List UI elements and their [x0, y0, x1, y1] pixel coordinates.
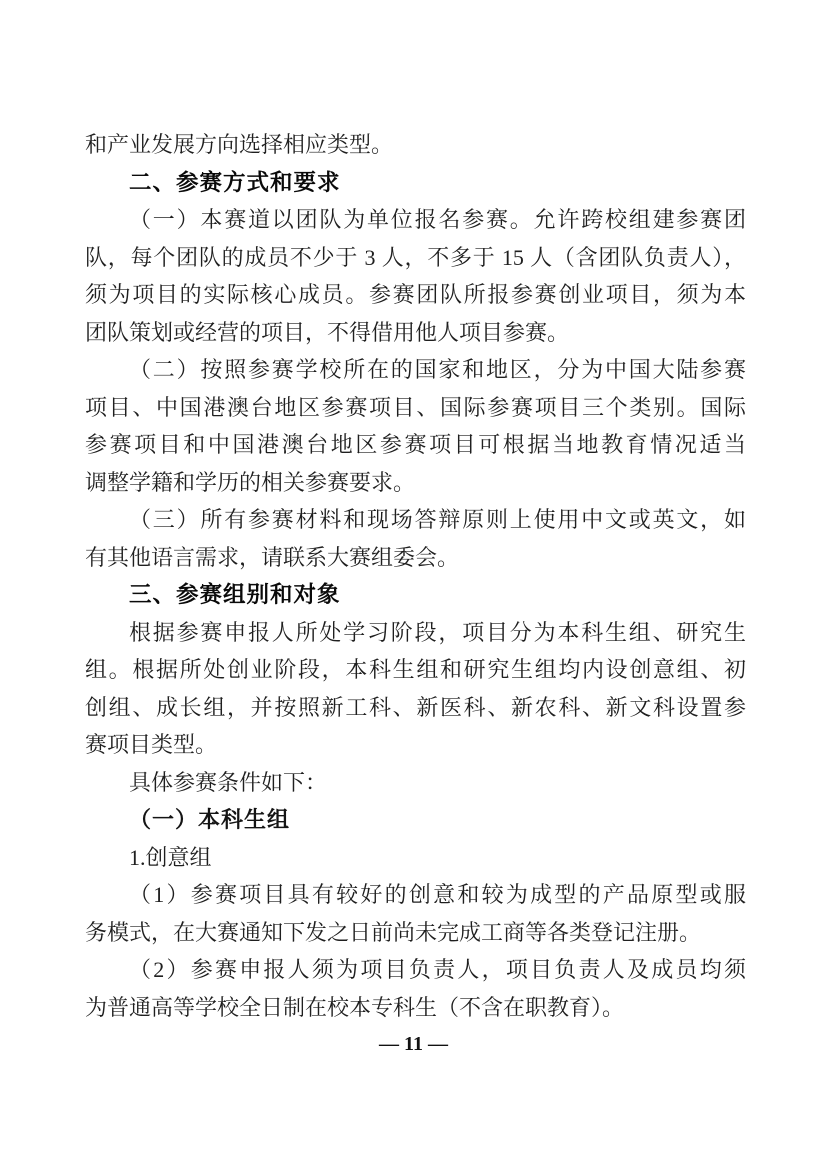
page-number: — 11 —: [379, 1033, 448, 1055]
paragraph-line: 为普通高等学校全日制在校本专科生（不含在职教育）。: [85, 994, 625, 1020]
paragraph-line: 参赛项目和中国港澳台地区参赛项目可根据当地教育情况适当: [85, 432, 746, 457]
paragraph-line: （三）所有参赛材料和现场答辩原则上使用中文或英文，如: [129, 507, 746, 532]
paragraph-line: 团队策划或经营的项目，不得借用他人项目参赛。: [85, 319, 570, 345]
paragraph-line: 项目、中国港澳台地区参赛项目、国际参赛项目三个类别。国际: [85, 394, 746, 420]
paragraph-line: 调整学籍和学历的相关参赛要求。: [85, 469, 416, 495]
paragraph-line: 创组、成长组，并按照新工科、新医科、新农科、新文科设置参: [85, 694, 746, 720]
paragraph-line: 根据参赛申报人所处学习阶段，项目分为本科生组、研究生: [129, 619, 746, 645]
conditions-intro-line: 具体参赛条件如下：: [129, 769, 328, 795]
creative-group-label: 1.创意组: [129, 844, 212, 870]
paragraph-line: 务模式，在大赛通知下发之日前尚未完成工商等各类登记注册。: [85, 919, 702, 945]
paragraph-line: 须为项目的实际核心成员。参赛团队所报参赛创业项目，须为本: [85, 282, 746, 307]
paragraph-line: （1）参赛项目具有较好的创意和较为成型的产品原型或服: [129, 882, 746, 907]
paragraph-continuation-line: 和产业发展方向选择相应类型。: [85, 132, 394, 157]
undergraduate-group-subheading: （一）本科生组: [129, 807, 291, 832]
paragraph-line: 赛项目类型。: [85, 732, 218, 757]
section-2-heading: 二、参赛方式和要求: [129, 169, 341, 195]
paragraph-line: 队，每个团队的成员不少于 3 人，不多于 15 人（含团队负责人），: [85, 244, 746, 270]
page-content: [85, 126, 746, 1026]
paragraph-line: （二）按照参赛学校所在的国家和地区，分为中国大陆参赛: [129, 357, 746, 382]
paragraph-line: （2）参赛申报人须为项目负责人，项目负责人及成员均须: [129, 957, 746, 982]
paragraph-line: 有其他语言需求，请联系大赛组委会。: [85, 544, 460, 570]
paragraph-line: 组。根据所处创业阶段，本科生组和研究生组均内设创意组、初: [85, 657, 746, 682]
paragraph-line: （一）本赛道以团队为单位报名参赛。允许跨校组建参赛团: [129, 207, 746, 232]
section-3-heading: 三、参赛组别和对象: [129, 582, 341, 607]
